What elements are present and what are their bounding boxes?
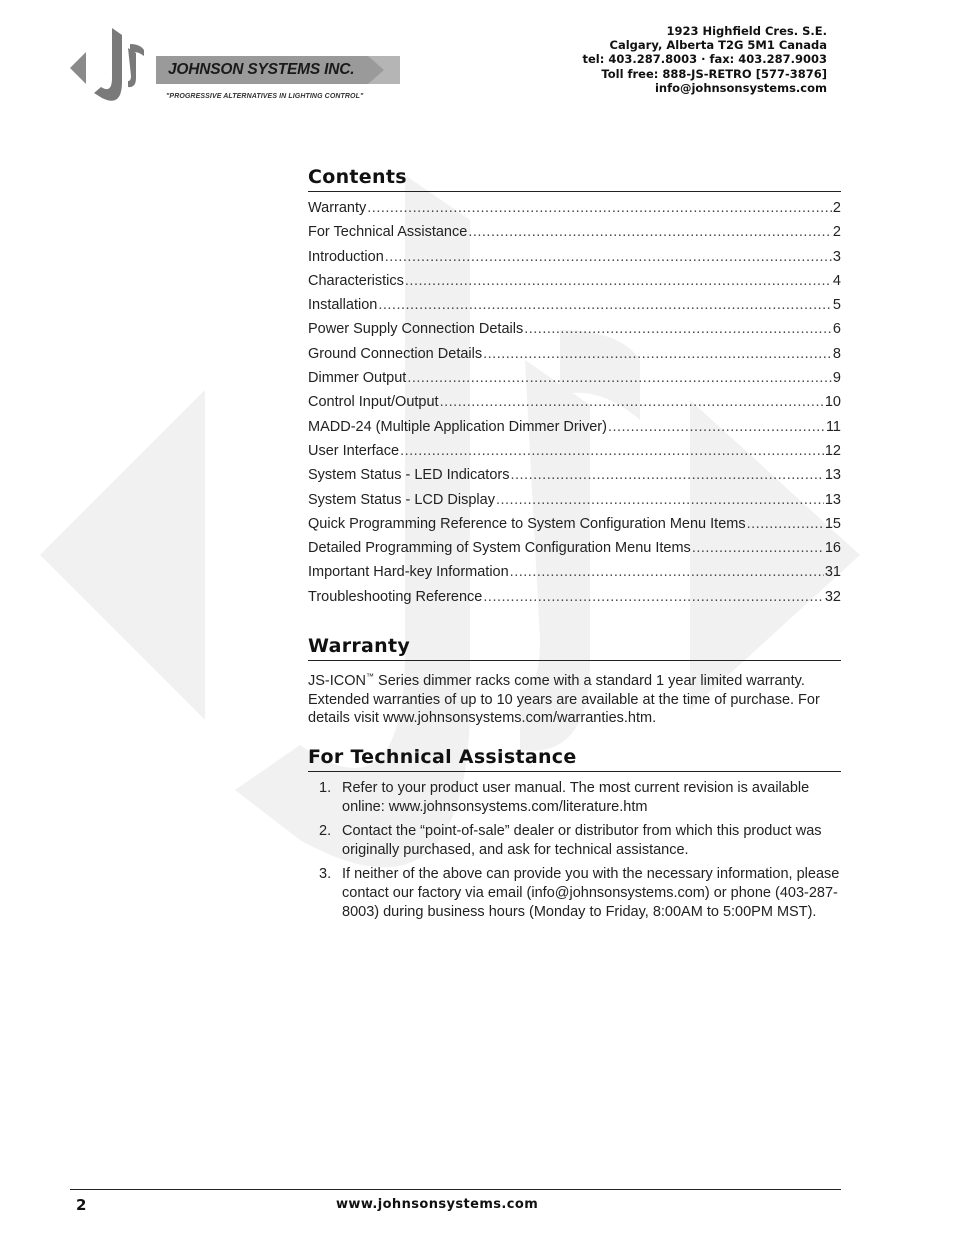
- toc-entry[interactable]: [308, 443, 841, 467]
- email-line[interactable]: info@johnsonsystems.com: [654, 80, 827, 95]
- toc-page: 10: [824, 394, 841, 411]
- toc-page: 16: [824, 540, 841, 557]
- toc-title: Dimmer Output: [308, 370, 407, 387]
- step-text: Refer to your product user manual. The most current revision is available online: www.johnsonsystems.com/literature.htm: [342, 780, 810, 815]
- page-number: 2: [76, 1196, 87, 1214]
- table-of-contents: [308, 200, 841, 613]
- footer-website-link[interactable]: www.johnsonsystems.com: [336, 1197, 539, 1212]
- toc-title: Characteristics: [308, 272, 404, 289]
- toc-page: 8: [832, 345, 841, 362]
- tech-assistance-heading: For Technical Assistance: [308, 746, 841, 772]
- toc-title: Troubleshooting Reference: [308, 588, 483, 605]
- step-number: 2.: [319, 823, 332, 840]
- toc-entry[interactable]: [308, 564, 841, 588]
- toc-entry[interactable]: [308, 540, 841, 564]
- toc-leader: [483, 346, 832, 362]
- toc-entry[interactable]: [308, 346, 841, 370]
- toc-entry[interactable]: [308, 249, 841, 273]
- toc-leader: [407, 370, 832, 386]
- company-logo: [68, 26, 402, 114]
- toc-entry[interactable]: [308, 467, 841, 491]
- step-number: 1.: [319, 780, 332, 796]
- list-item: [308, 779, 841, 816]
- step-text: If neither of the above can provide you with the necessary information, please contact our factory via email (info@johnsonsystems.com) or phone (403-287-8003) during business hours (Monday to Friday, 8:00AM to 5:00PM MST).: [342, 866, 840, 920]
- product-name: JS-ICON: [308, 673, 366, 689]
- toc-page: 31: [824, 564, 841, 581]
- toc-entry[interactable]: [308, 200, 841, 224]
- contents-heading: Contents: [308, 166, 841, 192]
- toc-entry[interactable]: [308, 370, 841, 394]
- toc-leader: [400, 443, 824, 459]
- toc-entry[interactable]: [308, 273, 841, 297]
- list-item: [308, 822, 841, 859]
- toc-leader: [367, 200, 832, 216]
- toc-page: 9: [832, 370, 841, 387]
- toc-title: Detailed Programming of System Configuration Menu Items: [308, 540, 691, 557]
- address-line: Calgary, Alberta T2G 5M1 Canada: [609, 38, 827, 53]
- toc-entry[interactable]: [308, 419, 841, 443]
- warranty-heading: Warranty: [308, 635, 841, 661]
- toc-title: Important Hard-key Information: [308, 564, 509, 581]
- toc-title: System Status - LCD Display: [308, 491, 495, 508]
- toc-page: 2: [832, 224, 841, 241]
- toc-page: 11: [825, 418, 841, 435]
- toll-free-line: Toll free: 888-JS-RETRO [577-3876]: [601, 66, 827, 81]
- toc-leader: [468, 224, 832, 240]
- warranty-paragraph: [308, 672, 841, 728]
- company-address: [582, 24, 827, 95]
- address-line: 1923 Highfield Cres. S.E.: [666, 24, 827, 38]
- toc-page: 6: [832, 321, 841, 338]
- toc-leader: [608, 419, 825, 435]
- toc-page: 15: [824, 515, 841, 532]
- toc-page: 3: [832, 248, 841, 265]
- toc-title: Power Supply Connection Details: [308, 321, 524, 338]
- toc-leader: [496, 492, 824, 508]
- step-number: 3.: [319, 866, 332, 883]
- toc-leader: [483, 589, 823, 605]
- footer-divider: [70, 1189, 841, 1190]
- contents-section: [308, 166, 841, 192]
- toc-entry[interactable]: [308, 492, 841, 516]
- toc-leader: [378, 297, 832, 313]
- toc-page: 32: [824, 588, 841, 605]
- phone-line: tel: 403.287.8003 · fax: 403.287.9003: [582, 52, 827, 67]
- toc-title: MADD-24 (Multiple Application Dimmer Driver): [308, 418, 607, 435]
- toc-leader: [405, 273, 832, 289]
- toc-entry[interactable]: [308, 321, 841, 345]
- toc-title: Warranty: [308, 200, 367, 216]
- toc-leader: [510, 467, 823, 483]
- toc-page: 2: [832, 200, 841, 216]
- toc-leader: [385, 249, 832, 265]
- toc-page: 12: [824, 442, 841, 459]
- toc-entry[interactable]: [308, 394, 841, 418]
- tech-assistance-section: [308, 746, 841, 927]
- toc-leader: [510, 564, 824, 580]
- trademark-symbol: ™: [366, 672, 374, 682]
- step-text: Contact the “point-of-sale” dealer or distributor from which this product was originally purchased, and ask for technical assistance.: [342, 823, 822, 858]
- toc-page: 13: [824, 491, 841, 508]
- toc-title: User Interface: [308, 442, 400, 459]
- toc-title: Quick Programming Reference to System Configuration Menu Items: [308, 515, 746, 532]
- toc-entry[interactable]: [308, 589, 841, 613]
- toc-page: 4: [832, 272, 841, 289]
- toc-entry[interactable]: [308, 516, 841, 540]
- toc-leader: [747, 516, 824, 532]
- toc-leader: [440, 394, 824, 410]
- toc-page: 13: [824, 467, 841, 484]
- toc-entry[interactable]: [308, 297, 841, 321]
- company-tagline: "PROGRESSIVE ALTERNATIVES IN LIGHTING CONTROL": [166, 93, 364, 100]
- warranty-section: [308, 635, 841, 728]
- assistance-steps: [308, 779, 841, 921]
- toc-title: Installation: [308, 297, 378, 314]
- toc-title: Introduction: [308, 248, 384, 265]
- toc-title: Ground Connection Details: [308, 345, 483, 362]
- toc-title: For Technical Assistance: [308, 224, 468, 241]
- toc-page: 5: [832, 297, 841, 314]
- toc-title: Control Input/Output: [308, 394, 439, 411]
- company-name: JOHNSON SYSTEMS INC.: [168, 61, 355, 78]
- list-item: [308, 865, 841, 921]
- toc-leader: [524, 321, 832, 337]
- toc-title: System Status - LED Indicators: [308, 467, 510, 484]
- toc-leader: [692, 540, 824, 556]
- toc-entry[interactable]: [308, 224, 841, 248]
- warranty-text: Series dimmer racks come with a standard 1 year limited warranty. Extended warranties of up to 10 years are available at the time of purchase. For details visit www.johnsonsystems.com/warranties.htm.: [308, 673, 820, 727]
